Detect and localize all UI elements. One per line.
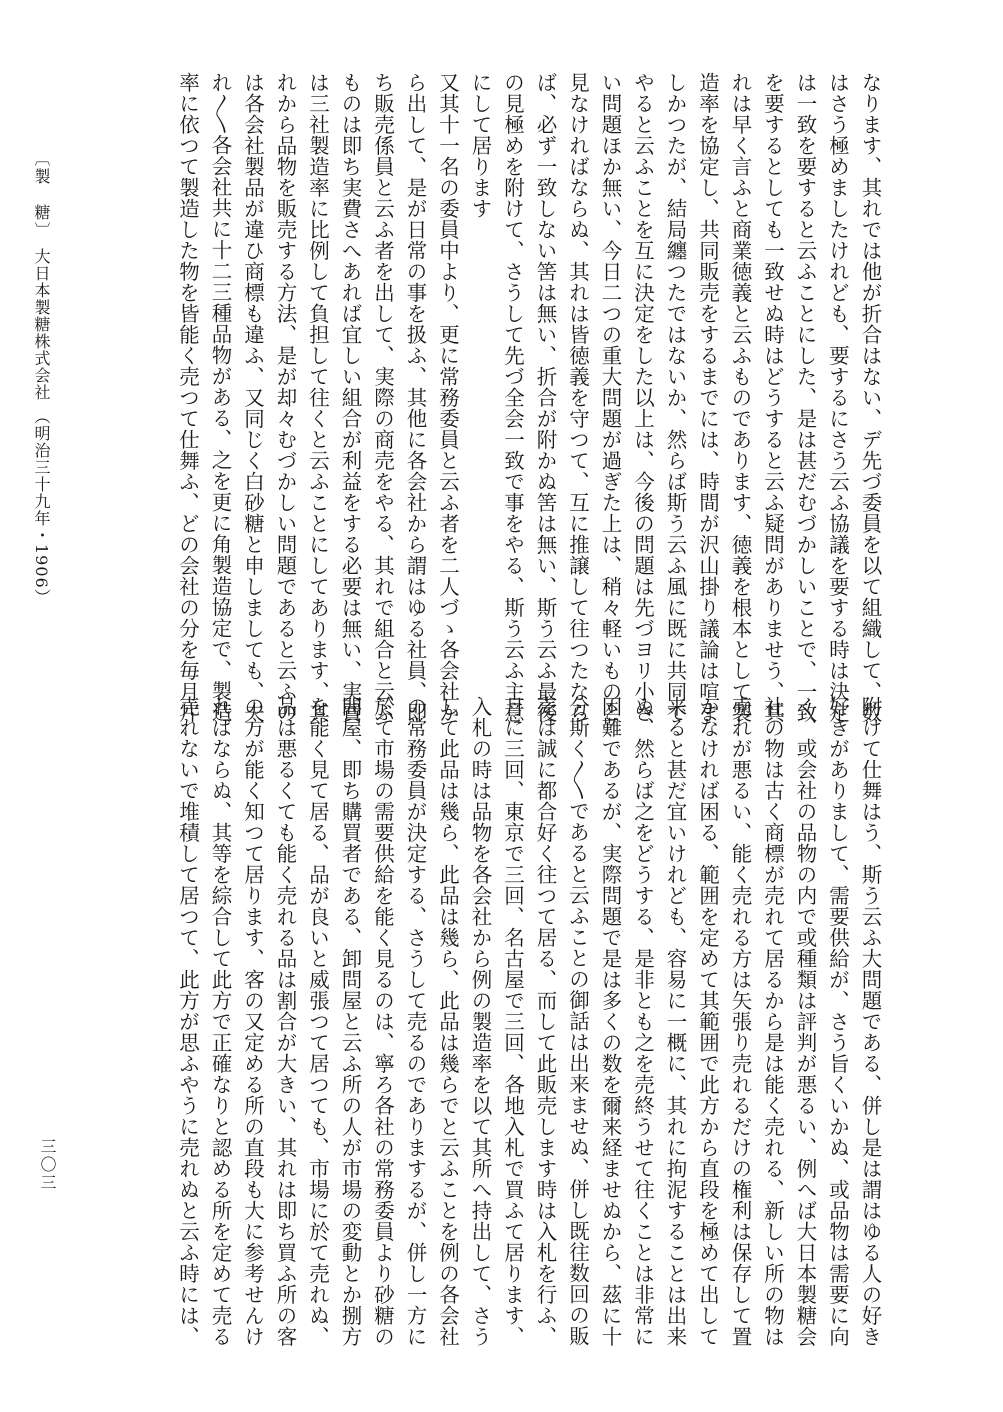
text-column: は三社製造率に比例して負担して往くと云ふことにしてあります、其 [305, 72, 330, 723]
text-column: かなければ困る、範囲を定めて其範囲で此方から直段を極めて出して [695, 696, 720, 1347]
text-column: 又其十一名の委員中より、更に常務委員と云ふ者を二人づゝ各会社か [435, 72, 460, 723]
text-column: 問屋、即ち購買者である、卸問屋と云ふ所の人が市場の変動とか捌方 [338, 696, 362, 1347]
upper-text-block [86, 72, 886, 723]
text-column: ればならぬ、其等を綜合して此方で正確なりと認める所を定めて売る [208, 696, 232, 1347]
text-column: にして居ります [468, 72, 492, 219]
text-column: を能く見て居る、品が良いと威張つて居つても、市場に於て売れぬ、 [305, 696, 330, 1347]
text-column: 率に依つて製造した物を皆能く売つて仕舞ふ、どの会社の分を毎月片 [175, 72, 200, 723]
text-column: なります、其れでは他が折合はない、デ先づ委員を以て組織して、数 [858, 72, 882, 723]
text-column: 売れないで堆積して居つて、此方が思ふやうに売れぬと云ふ時には、 [175, 696, 200, 1347]
text-column: 売は誠に都合好く往つて居る、而して此販売します時は入札を行ふ、 [533, 696, 557, 1347]
page-number: 三〇三 [38, 1138, 57, 1192]
text-column: は一致を要すると云ふことにした、是は甚だむづかしいことで、一致 [793, 72, 817, 723]
running-header-category: 〔製 糖〕 [32, 150, 51, 240]
text-column: 困難であるが、実際問題で是は多くの数を爾来経ませぬから、茲に十 [598, 696, 622, 1347]
text-column: 品は悪るくても能く売れる品は割合が大きい、其れは即ち買ふ所の客 [273, 696, 297, 1347]
text-column: ものは即ち実費さへあれば宜しい組合が利益をする必要は無い、実費 [338, 72, 362, 723]
text-column: しかつたが、結局纏つたではないか、然らば斯う云ふ風に既に共同で [663, 72, 687, 723]
text-column: の見極めを附けて、さうして先づ全会一致で事をやる、斯う云ふ主意 [500, 72, 525, 723]
text-column: い問題ほか無い、今日二つの重大問題が過ぎた上は、稍々軽いものと [598, 72, 622, 723]
text-column: やると云ふことを互に決定をした以上は、今後の問題は先づヨリ小さ [630, 72, 655, 723]
text-column: 入札の時は品物を各会社から例の製造率を以て其所へ持出して、さう [468, 696, 492, 1347]
text-column: 分斯く〳〵であると云ふことの御話は出来ませぬ、併し既往数回の販 [565, 696, 590, 1347]
text-column: れから品物を販売する方法、是が却々むづかしい問題であると云ふの [273, 72, 297, 723]
text-column: ち販売係員と云ふ者を出して、実際の商売をやる、其れで組合と云ふ [370, 72, 395, 723]
text-column: 月に三回、東京で三回、名古屋で三回、各地入札で買ふて居ります、 [500, 696, 525, 1347]
lower-text-block [86, 696, 886, 1347]
text-column: して此品は幾ら、此品は幾ら、此品は幾らでと云ふことを例の各会社 [435, 696, 460, 1347]
text-column: ら出して、是が日常の事を扱ふ、其他に各会社から謂はゆる社員、即 [403, 72, 427, 723]
text-column: ぬ、然らば之をどうする、是非とも之を売終うせて往くことは非常に [630, 696, 655, 1347]
text-column: 好きがありまして、需要供給が、さう旨くいかぬ、或品物は需要に向 [825, 696, 850, 1347]
text-column: 売れが悪るい、能く売れる方は矢張り売れるだけの権利は保存して置 [728, 696, 752, 1347]
text-column: く、或会社の品物の内で或種類は評判が悪るい、例へば大日本製糖会 [793, 696, 817, 1347]
text-column: を要するとしても一致せぬ時はどうすると云ふ疑問がありませう、其 [760, 72, 785, 723]
text-column: の方が能く知つて居ります、客の又定める所の直段も大に参考せんけ [240, 696, 265, 1347]
text-column: れ〳〵各会社共に十二三種品物がある、之を更に角製造協定で、製造 [208, 72, 232, 723]
text-column: 於て市場の需要供給を能く見るのは、寧ろ各社の常務委員より砂糖の [370, 696, 395, 1347]
text-column: 見なければならぬ、其れは皆徳義を守つて、互に推譲して往つたなら [565, 72, 590, 723]
text-column: 社の物は古く商標が売れて居るから是は能く売れる、新しい所の物は [760, 696, 785, 1347]
running-header-company: 大日本製糖株式会社 [32, 248, 51, 401]
text-column: ば、必ず一致しない筈は無い、折合が附かぬ筈は無い、斯う云ふ最後 [533, 72, 557, 723]
text-column: 附けて仕舞はう、斯う云ふ大問題である、併し是は謂はゆる人の好き [858, 696, 882, 1347]
text-column: の常務委員が決定する、さうして売るのでありまするが、併し一方に [403, 696, 427, 1347]
text-column: れは早く言ふと商業徳義と云ふものであります、徳義を根本として製 [728, 72, 752, 723]
text-column: 来ると甚だ宜いけれども、容易に一概に、其れに拘泥することは出来 [663, 696, 687, 1347]
running-header-year: （明治三十九年・1906） [32, 408, 51, 606]
text-column: は各会社製品が違ひ商標も違ふ、又同じく白砂糖と申しましても、夫 [240, 72, 265, 723]
text-column: はさう極めましたけれども、要するにさう云ふ協議を要する時は決定 [825, 72, 850, 723]
text-column: 造率を協定し、共同販売をするまでには、時間が沢山掛り議論は喧ま [695, 72, 720, 723]
